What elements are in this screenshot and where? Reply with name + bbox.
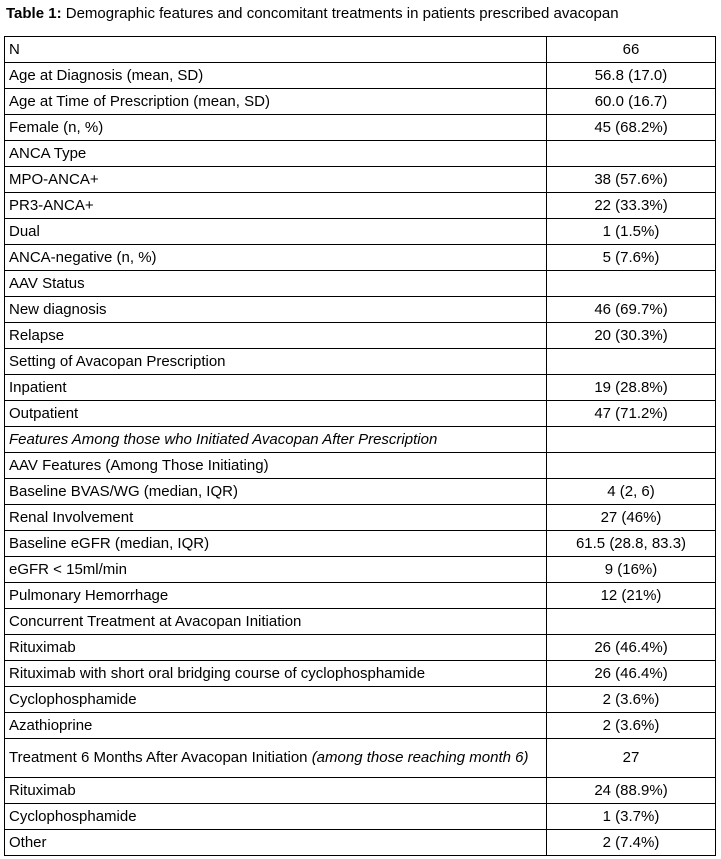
row-value: 56.8 (17.0) [547, 63, 716, 89]
table-row [5, 778, 716, 804]
section-label-main: Treatment 6 Months After Avacopan Initiation [9, 749, 308, 766]
row-value [547, 141, 716, 167]
row-value: 46 (69.7%) [547, 297, 716, 323]
row-label: Cyclophosphamide [5, 687, 547, 713]
row-value: 9 (16%) [547, 557, 716, 583]
table-row [5, 531, 716, 557]
row-value [547, 453, 716, 479]
table-row [5, 89, 716, 115]
row-value: 27 (46%) [547, 505, 716, 531]
row-value: 24 (88.9%) [547, 778, 716, 804]
row-label: Female (n, %) [5, 115, 547, 141]
row-label: Baseline BVAS/WG (median, IQR) [5, 479, 547, 505]
row-label: Relapse [5, 323, 547, 349]
table-row [5, 661, 716, 687]
table-row [5, 193, 716, 219]
table-row [5, 804, 716, 830]
table-row [5, 427, 716, 453]
table-row [5, 505, 716, 531]
row-label: Azathioprine [5, 713, 547, 739]
row-value: 47 (71.2%) [547, 401, 716, 427]
row-value: 60.0 (16.7) [547, 89, 716, 115]
row-value: 12 (21%) [547, 583, 716, 609]
section-label: Setting of Avacopan Prescription [5, 349, 547, 375]
table-row [5, 141, 716, 167]
table-row [5, 115, 716, 141]
row-label: Renal Involvement [5, 505, 547, 531]
row-value: 2 (3.6%) [547, 687, 716, 713]
row-value: 19 (28.8%) [547, 375, 716, 401]
table-row [5, 323, 716, 349]
section-label-note: (among those reaching month 6) [311, 749, 529, 766]
table-row [5, 401, 716, 427]
row-label: Rituximab with short oral bridging course of cyclophosphamide [5, 661, 547, 687]
table-row [5, 167, 716, 193]
section-label: AAV Features (Among Those Initiating) [5, 453, 547, 479]
row-label: Outpatient [5, 401, 547, 427]
table-row [5, 219, 716, 245]
row-value: 5 (7.6%) [547, 245, 716, 271]
row-label: ANCA-negative (n, %) [5, 245, 547, 271]
row-value: 2 (7.4%) [547, 830, 716, 856]
table-row [5, 453, 716, 479]
row-value: 66 [547, 37, 716, 63]
table-row [5, 297, 716, 323]
row-value: 26 (46.4%) [547, 661, 716, 687]
row-value [547, 609, 716, 635]
table-row [5, 687, 716, 713]
section-label [5, 739, 547, 778]
section-label: Concurrent Treatment at Avacopan Initiation [5, 609, 547, 635]
row-label: N [5, 37, 547, 63]
table-row [5, 479, 716, 505]
table-row [5, 583, 716, 609]
table-row [5, 63, 716, 89]
row-label: Cyclophosphamide [5, 804, 547, 830]
section-label: Features Among those who Initiated Avacopan After Prescription [5, 427, 547, 453]
table-row [5, 271, 716, 297]
row-label: Rituximab [5, 635, 547, 661]
row-label: MPO-ANCA+ [5, 167, 547, 193]
row-value: 45 (68.2%) [547, 115, 716, 141]
row-label: Age at Time of Prescription (mean, SD) [5, 89, 547, 115]
row-value: 1 (1.5%) [547, 219, 716, 245]
row-value: 26 (46.4%) [547, 635, 716, 661]
row-label: Other [5, 830, 547, 856]
row-value: 61.5 (28.8, 83.3) [547, 531, 716, 557]
demographics-table [4, 36, 716, 856]
table-row [5, 830, 716, 856]
row-value: 2 (3.6%) [547, 713, 716, 739]
table-row [5, 713, 716, 739]
row-label: Inpatient [5, 375, 547, 401]
row-value: 1 (3.7%) [547, 804, 716, 830]
row-value: 22 (33.3%) [547, 193, 716, 219]
row-value: 38 (57.6%) [547, 167, 716, 193]
caption-bold: Table 1: [6, 5, 62, 22]
table-row [5, 739, 716, 778]
row-label: Baseline eGFR (median, IQR) [5, 531, 547, 557]
table-row [5, 557, 716, 583]
table-row [5, 37, 716, 63]
row-value [547, 427, 716, 453]
table-row [5, 375, 716, 401]
row-value: 27 [547, 739, 716, 778]
row-label: Rituximab [5, 778, 547, 804]
row-label: Age at Diagnosis (mean, SD) [5, 63, 547, 89]
row-value: 4 (2, 6) [547, 479, 716, 505]
row-value [547, 271, 716, 297]
table-row [5, 609, 716, 635]
table-row [5, 635, 716, 661]
row-value: 20 (30.3%) [547, 323, 716, 349]
row-label: Pulmonary Hemorrhage [5, 583, 547, 609]
section-label: AAV Status [5, 271, 547, 297]
row-label: Dual [5, 219, 547, 245]
section-label: ANCA Type [5, 141, 547, 167]
row-label: PR3-ANCA+ [5, 193, 547, 219]
row-label: eGFR < 15ml/min [5, 557, 547, 583]
row-value [547, 349, 716, 375]
row-label: New diagnosis [5, 297, 547, 323]
caption-text: Demographic features and concomitant treatments in patients prescribed avacopan [65, 5, 619, 22]
table-row [5, 245, 716, 271]
table-caption [6, 4, 619, 24]
table-row [5, 349, 716, 375]
